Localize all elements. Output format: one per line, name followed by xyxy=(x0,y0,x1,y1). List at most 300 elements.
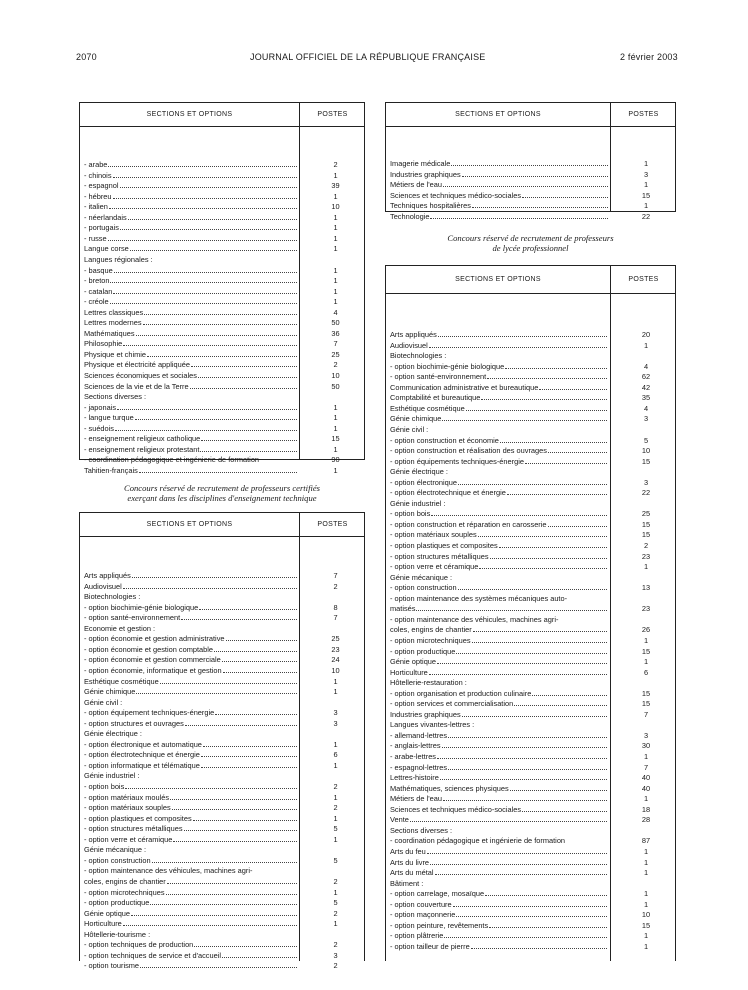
row-label xyxy=(390,636,607,647)
table-row xyxy=(80,582,364,593)
row-label-text: - option services et commercialisation xyxy=(390,699,514,709)
postes-value: 2 xyxy=(643,541,649,550)
dot-leader xyxy=(522,197,608,198)
dot-leader xyxy=(472,642,607,643)
postes-value: 15 xyxy=(641,190,651,200)
row-label-text: - option construction xyxy=(84,855,151,865)
table-row xyxy=(386,699,675,710)
postes-value: 1 xyxy=(333,413,338,423)
dot-leader xyxy=(167,883,297,884)
row-label xyxy=(84,919,297,930)
table-row xyxy=(80,845,364,856)
col-postes-header: POSTES xyxy=(628,276,659,283)
row-label xyxy=(390,741,607,752)
table-header xyxy=(386,266,675,294)
postes-value: 1 xyxy=(333,813,338,823)
row-label xyxy=(390,784,607,795)
postes-value: 5 xyxy=(643,435,649,445)
row-label-text: Sciences économiques et sociales xyxy=(84,371,197,380)
row-label xyxy=(84,582,297,593)
postes-value: 2 xyxy=(333,581,338,591)
row-label-text: Génie électrique : xyxy=(390,467,448,477)
dot-leader xyxy=(442,420,607,421)
dot-leader xyxy=(199,609,297,610)
dot-leader xyxy=(437,758,607,759)
row-label xyxy=(84,771,297,782)
postes-value: 1 xyxy=(643,794,649,804)
table-row xyxy=(80,287,364,298)
dot-leader xyxy=(215,714,297,715)
dot-leader xyxy=(473,631,607,632)
row-label xyxy=(84,803,297,814)
row-label-text: Vente xyxy=(390,815,409,825)
table-row xyxy=(386,446,675,457)
table-row xyxy=(80,308,364,319)
dot-leader xyxy=(135,419,297,420)
table-row xyxy=(80,434,364,445)
row-label-text: Physique et électricité appliquée xyxy=(84,360,190,370)
row-label xyxy=(390,720,607,731)
dot-leader xyxy=(150,904,297,905)
dot-leader xyxy=(201,767,297,768)
postes-value: 1 xyxy=(333,244,338,254)
postes-value: 1 xyxy=(643,931,649,941)
table-row xyxy=(80,297,364,308)
row-label xyxy=(390,699,607,710)
row-label-text: Génie civil : xyxy=(84,697,123,707)
postes-value: 1 xyxy=(333,297,338,307)
table-row xyxy=(386,414,675,425)
row-label xyxy=(390,393,607,404)
postes-value: 42 xyxy=(641,382,651,392)
row-label-text: Mathématiques xyxy=(84,328,135,338)
row-label-text: - russe xyxy=(84,233,107,243)
table-row xyxy=(80,371,364,382)
dot-leader xyxy=(507,494,607,495)
row-label xyxy=(84,287,297,298)
postes-value: 1 xyxy=(333,444,338,454)
table-row xyxy=(386,562,675,573)
row-label-text: - option plastiques et composites xyxy=(84,813,192,823)
table-row xyxy=(386,731,675,742)
row-label xyxy=(84,160,297,171)
table-row xyxy=(386,773,675,784)
row-label xyxy=(390,383,607,394)
table-row xyxy=(80,708,364,719)
row-label-text: - coordination pédagogique et ingénierie de formation xyxy=(84,455,260,465)
row-label-text: Esthétique cosmétique xyxy=(390,403,465,413)
row-label xyxy=(390,668,607,679)
row-label xyxy=(390,541,607,552)
row-label-text: Génie mécanique : xyxy=(390,572,453,582)
row-label-text: - option microtechniques xyxy=(84,887,165,897)
postes-value: 50 xyxy=(331,318,340,328)
dot-leader xyxy=(500,442,607,443)
postes-value: 1 xyxy=(643,846,649,856)
table-row xyxy=(80,455,364,466)
row-label xyxy=(390,879,607,890)
postes-value: 1 xyxy=(643,635,649,645)
row-label-text: - option biochimie-génie biologique xyxy=(390,361,505,371)
dot-leader xyxy=(444,937,607,938)
table-row xyxy=(386,530,675,541)
postes-value: 2 xyxy=(333,360,338,370)
table-row xyxy=(386,815,675,826)
postes-value: 1 xyxy=(333,265,338,275)
dot-leader xyxy=(113,293,297,294)
postes-value: 1 xyxy=(643,899,649,909)
table-row xyxy=(80,592,364,603)
row-label xyxy=(84,329,297,340)
postes-value: 1 xyxy=(333,676,338,686)
row-label xyxy=(84,814,297,825)
row-label-text: Biotechnologies : xyxy=(84,592,141,602)
row-label xyxy=(390,604,607,615)
row-label xyxy=(390,499,607,510)
postes-value: 3 xyxy=(333,950,338,960)
table-row xyxy=(80,244,364,255)
table-row xyxy=(386,625,675,636)
table-row xyxy=(386,741,675,752)
row-label xyxy=(390,351,607,362)
table-row xyxy=(386,191,675,202)
row-label-text: Lettres modernes xyxy=(84,318,142,328)
table-row xyxy=(386,921,675,932)
row-label-text: - option économie et gestion commerciale xyxy=(84,655,221,665)
table-row xyxy=(386,509,675,520)
postes-value: 15 xyxy=(641,646,651,656)
dot-leader xyxy=(130,250,297,251)
dot-leader xyxy=(191,366,297,367)
row-label xyxy=(84,350,297,361)
table-row xyxy=(80,382,364,393)
row-label xyxy=(84,634,297,645)
row-label-text: - hébreu xyxy=(84,191,112,201)
dot-leader xyxy=(170,799,297,800)
row-label-text: - option électrotechnique et énergie xyxy=(390,488,506,498)
postes-value: 1 xyxy=(643,941,649,951)
table-lycee-professionnel xyxy=(385,265,676,961)
row-label xyxy=(84,613,297,624)
row-label xyxy=(84,677,297,688)
postes-value: 39 xyxy=(331,181,340,191)
row-label xyxy=(390,446,607,457)
table-row xyxy=(386,583,675,594)
table-row xyxy=(386,678,675,689)
postes-value: 1 xyxy=(333,465,338,475)
table-row xyxy=(80,719,364,730)
row-label-text: Audiovisuel xyxy=(390,340,428,350)
row-label-text: - espagnol xyxy=(84,181,119,191)
row-label xyxy=(390,191,608,202)
postes-value: 3 xyxy=(643,169,649,179)
row-label-text: Génie chimique xyxy=(84,687,136,697)
row-label-text: Philosophie xyxy=(84,339,123,349)
table-row xyxy=(386,752,675,763)
row-label-text: - option construction et réparation en carosserie xyxy=(390,519,547,529)
table-row xyxy=(80,234,364,245)
row-label xyxy=(390,710,607,721)
postes-value: 18 xyxy=(641,804,651,814)
table-row xyxy=(80,255,364,266)
row-label xyxy=(84,403,297,414)
row-label xyxy=(390,520,607,531)
row-label xyxy=(84,392,297,403)
row-label-text: Industries graphiques xyxy=(390,169,461,179)
row-label-text: Horticulture xyxy=(84,919,122,929)
row-label-text: - basque xyxy=(84,265,113,275)
postes-value: 1 xyxy=(643,752,649,761)
row-label xyxy=(84,824,297,835)
row-label xyxy=(84,645,297,656)
table-row xyxy=(386,351,675,362)
dot-leader xyxy=(132,577,297,578)
dot-leader xyxy=(113,198,297,199)
row-label-text: - arabe-lettres xyxy=(390,752,437,761)
row-label-text: - option plastiques et composites xyxy=(390,541,498,550)
dot-leader xyxy=(487,378,607,379)
postes-value: 7 xyxy=(333,571,338,580)
row-label-text: Biotechnologies : xyxy=(390,351,447,361)
row-label-text: Lettres-histoire xyxy=(390,773,439,783)
table-row xyxy=(386,710,675,721)
journal-title: JOURNAL OFFICIEL DE LA RÉPUBLIQUE FRANÇAISE xyxy=(250,52,486,62)
row-label xyxy=(84,750,297,761)
table-row xyxy=(386,180,675,191)
table-row xyxy=(386,615,675,626)
postes-value: 1 xyxy=(333,276,338,286)
row-label-text: - option électronique et automatique xyxy=(84,739,202,749)
dot-leader xyxy=(136,335,297,336)
row-label xyxy=(84,698,297,709)
table-row xyxy=(386,910,675,921)
row-label-text: - coordination pédagogique et ingénierie de formation xyxy=(390,836,566,846)
table-row xyxy=(80,202,364,213)
postes-value: 6 xyxy=(643,667,649,677)
row-label xyxy=(390,330,607,341)
row-label-text: - option structures métalliques xyxy=(84,824,183,834)
row-label-text: - option électronique xyxy=(390,477,457,487)
table-row xyxy=(386,594,675,605)
postes-value: 26 xyxy=(641,625,651,635)
row-label-text: - option économie, informatique et gestion xyxy=(84,665,222,675)
postes-value: 15 xyxy=(641,699,651,709)
row-label-text: Audiovisuel xyxy=(84,581,122,591)
dot-leader xyxy=(429,347,607,348)
row-label-text: - option couverture xyxy=(390,899,452,909)
dot-leader xyxy=(181,619,297,620)
table-row xyxy=(386,826,675,837)
row-label xyxy=(84,445,297,456)
dot-leader xyxy=(430,864,607,865)
row-label-text: - arabe xyxy=(84,160,108,169)
table-row xyxy=(80,898,364,909)
row-label xyxy=(390,488,607,499)
row-label xyxy=(390,552,607,563)
row-label-text: - option économie et gestion comptable xyxy=(84,644,214,654)
table-row xyxy=(386,212,675,223)
row-label xyxy=(84,603,297,614)
dot-leader xyxy=(115,430,297,431)
table-row xyxy=(386,689,675,700)
row-label-text: Arts appliqués xyxy=(84,571,131,580)
row-label-text: - option tailleur de pierre xyxy=(390,941,470,951)
postes-value: 23 xyxy=(641,551,651,561)
row-label xyxy=(390,372,607,383)
row-label-text: Hôtellerie-restauration : xyxy=(390,678,467,688)
dot-leader xyxy=(108,166,297,167)
row-label-text: Génie chimique xyxy=(390,414,442,424)
row-label xyxy=(84,413,297,424)
section-title-line: de lycée professionnel xyxy=(492,243,569,253)
row-label-text: - enseignement religieux protestant xyxy=(84,444,200,454)
row-label-text: - option équipements techniques-énergie xyxy=(390,456,524,466)
row-label-text: - option organisation et production culinaire xyxy=(390,688,532,698)
col-postes-header: POSTES xyxy=(317,521,348,528)
postes-value: 1 xyxy=(643,340,649,350)
postes-value: 1 xyxy=(643,868,649,878)
row-label xyxy=(390,678,607,689)
dot-leader xyxy=(485,895,607,896)
postes-value: 1 xyxy=(333,223,338,233)
table-row xyxy=(80,318,364,329)
row-label-text: - option bois xyxy=(390,509,431,519)
row-label xyxy=(390,404,607,415)
row-label-text: Génie optique xyxy=(84,908,131,918)
row-label xyxy=(390,657,607,668)
dot-leader xyxy=(114,272,297,273)
table-row xyxy=(80,803,364,814)
row-label-text: - allemand-lettres xyxy=(390,730,448,740)
row-label-text: Sciences et techniques médico-sociales xyxy=(390,190,522,200)
dot-leader xyxy=(489,927,607,928)
table-row xyxy=(386,488,675,499)
table-row xyxy=(80,392,364,403)
table-langues xyxy=(79,102,365,475)
dot-leader xyxy=(462,716,607,717)
row-label xyxy=(390,900,607,911)
row-label xyxy=(390,910,607,921)
table-row xyxy=(386,499,675,510)
dot-leader xyxy=(438,336,607,337)
row-label-text: Génie optique xyxy=(390,657,437,667)
dot-leader xyxy=(522,811,607,812)
row-label xyxy=(84,687,297,698)
table-row xyxy=(386,668,675,679)
dot-leader xyxy=(437,663,607,664)
postes-value: 3 xyxy=(643,477,649,487)
row-label xyxy=(84,234,297,245)
row-label-text: - créole xyxy=(84,297,109,307)
dot-leader xyxy=(427,853,607,854)
row-label-text: - option électrotechnique et énergie xyxy=(84,750,200,760)
table-row xyxy=(80,771,364,782)
postes-value: 2 xyxy=(333,160,338,169)
postes-value: 23 xyxy=(331,644,340,654)
postes-value: 1 xyxy=(333,423,338,433)
dot-leader xyxy=(429,674,607,675)
table-row xyxy=(386,201,675,212)
row-label xyxy=(84,255,297,266)
row-label xyxy=(390,341,607,352)
dot-leader xyxy=(462,176,608,177)
row-label xyxy=(84,244,297,255)
postes-value: 1 xyxy=(333,739,338,749)
dot-leader xyxy=(123,925,297,926)
table-row xyxy=(80,655,364,666)
row-label xyxy=(84,192,297,203)
postes-value: 25 xyxy=(331,349,340,359)
table-row xyxy=(386,636,675,647)
row-label-text: Génie industriel : xyxy=(84,771,140,781)
row-label-text: - suédois xyxy=(84,423,114,433)
col-sections-header: SECTIONS ET OPTIONS xyxy=(455,276,541,283)
postes-value: 3 xyxy=(333,718,338,728)
row-label-text: Hôtellerie-tourisme : xyxy=(84,929,151,939)
row-label-text: - portugais xyxy=(84,223,119,233)
dot-leader xyxy=(144,314,297,315)
postes-value: 1 xyxy=(643,857,649,867)
row-label xyxy=(390,425,607,436)
table-row xyxy=(386,805,675,816)
row-label-text: Mathématiques, sciences physiques xyxy=(390,783,509,793)
row-label-text: - option verre et céramique xyxy=(84,834,173,844)
row-label-text: - option structures et ouvrages xyxy=(84,718,184,728)
dot-leader xyxy=(203,746,297,747)
table-row xyxy=(80,940,364,951)
row-label-text: Génie mécanique : xyxy=(84,845,147,855)
table-row xyxy=(386,573,675,584)
postes-value: 2 xyxy=(333,961,338,971)
postes-value: 62 xyxy=(641,372,651,382)
postes-value: 5 xyxy=(333,855,338,865)
postes-value: 1 xyxy=(333,834,338,844)
postes-value: 1 xyxy=(643,159,649,168)
row-label xyxy=(390,794,607,805)
table-row xyxy=(80,919,364,930)
row-label xyxy=(84,930,297,941)
postes-value: 13 xyxy=(641,583,651,593)
row-label xyxy=(390,868,607,879)
table-row xyxy=(386,836,675,847)
row-label xyxy=(84,371,297,382)
table-row xyxy=(386,159,675,170)
dot-leader xyxy=(117,409,297,410)
dot-leader xyxy=(136,693,297,694)
row-label-text: - espagnol-lettres xyxy=(390,762,448,772)
row-label xyxy=(84,181,297,192)
row-label-text: - option verre et céramique xyxy=(390,562,479,572)
postes-value: 22 xyxy=(641,488,651,498)
postes-value: 40 xyxy=(641,773,651,783)
dot-leader xyxy=(185,725,297,726)
postes-value: 15 xyxy=(331,434,340,444)
table-row xyxy=(80,192,364,203)
row-label-text: Imagerie médicale xyxy=(390,159,451,168)
row-label xyxy=(390,436,607,447)
table-row xyxy=(386,900,675,911)
postes-value: 1 xyxy=(333,919,338,929)
postes-value: 10 xyxy=(331,371,340,380)
table-row xyxy=(80,624,364,635)
row-label xyxy=(84,951,297,962)
table-row xyxy=(80,866,364,877)
postes-value: 1 xyxy=(333,170,338,180)
table-row xyxy=(80,761,364,772)
dot-leader xyxy=(222,661,297,662)
table-row xyxy=(386,879,675,890)
row-label xyxy=(84,424,297,435)
